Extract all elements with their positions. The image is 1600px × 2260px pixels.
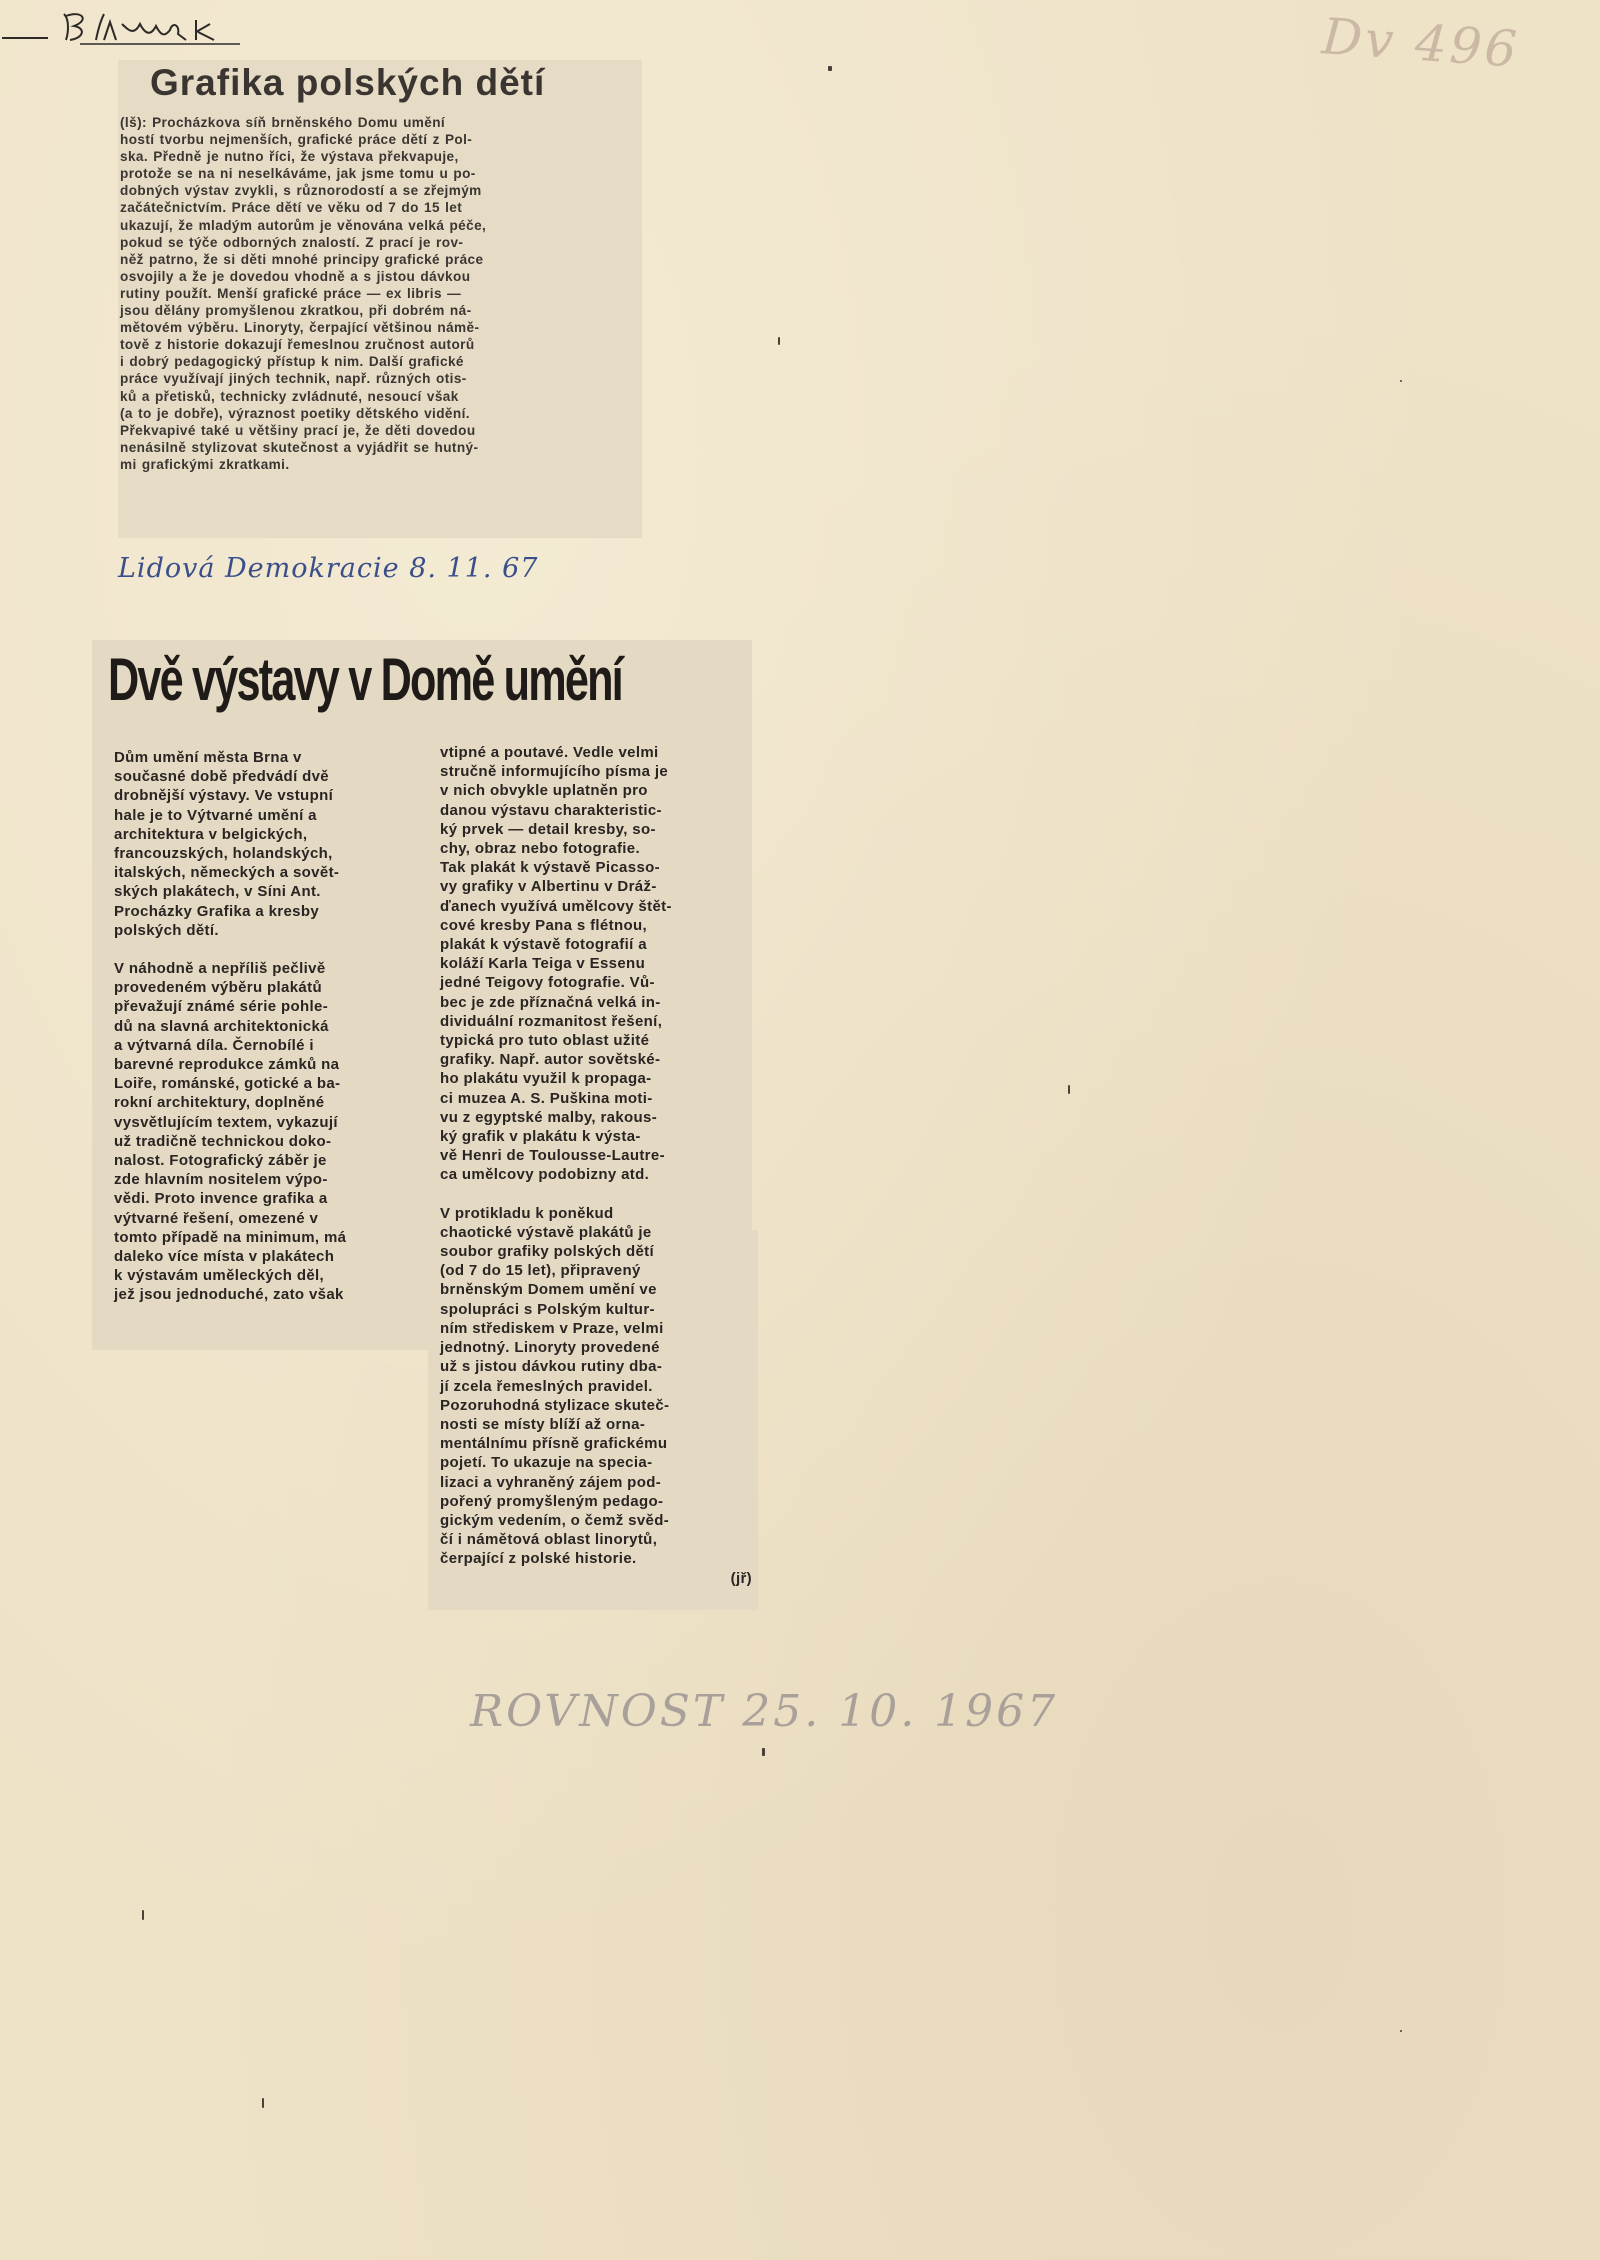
article-2-handwritten-source: ROVNOST 25. 10. 1967: [470, 1686, 1059, 1737]
text-line: už tradičně technickou doko-: [114, 1132, 332, 1150]
text-line: výtvarné řešení, omezené v: [114, 1209, 319, 1227]
text-line: rokní architektury, doplněné: [114, 1094, 325, 1112]
text-line: dů na slavná architektonická: [114, 1017, 329, 1035]
text-line: provedeném výběru plakátů: [114, 979, 322, 997]
text-line: typická pro tuto oblast užité: [440, 1032, 650, 1050]
text-line: vu z egyptské malby, rakous-: [440, 1108, 658, 1126]
text-line: protože se na ni neselkáváme, jak jsme tomu u po-: [120, 166, 476, 182]
text-line: (a to je dobře), výraznost poetiky dětského vidění.: [120, 405, 470, 421]
paper-speck: [142, 1910, 144, 1920]
text-line: drobnější výstavy. Ve vstupní: [114, 787, 334, 805]
paper-speck: [762, 1748, 765, 1756]
archive-catalog-mark: Dv 496: [1320, 7, 1522, 79]
paper-speck: [778, 337, 780, 345]
text-line: soubor grafiky polských dětí: [440, 1243, 655, 1261]
text-line: cové kresby Pana s flétnou,: [440, 916, 648, 934]
text-line: stručně informujícího písma je: [440, 763, 669, 781]
text-line: ký prvek — detail kresby, so-: [440, 820, 656, 838]
text-line: ci muzea A. S. Puškina moti-: [440, 1089, 653, 1107]
text-line: daleko více místa v plakátech: [114, 1248, 335, 1266]
paper-speck: [1068, 1085, 1070, 1094]
text-line: ký grafik v plakátu k výsta-: [440, 1128, 641, 1146]
text-line: mětovém výběru. Linoryty, čerpající většinou námě-: [120, 320, 480, 336]
text-line: koláží Karla Teiga v Essenu: [440, 955, 646, 973]
text-line: nalost. Fotografický záběr je: [114, 1152, 327, 1170]
text-line: a výtvarná díla. Černobílé i: [114, 1036, 314, 1054]
text-line: pokud se týče odborných znalostí. Z prací je rov-: [120, 234, 464, 250]
text-line: vědi. Proto invence grafika a: [114, 1190, 328, 1208]
text-line: vtipné a poutavé. Vedle velmi: [440, 744, 659, 761]
text-line: francouzských, holandských,: [114, 845, 333, 863]
text-line: plakát k výstavě fotografií a: [440, 936, 647, 954]
text-line: ca umělcovy podobizny atd.: [440, 1166, 650, 1184]
text-line: Pozoruhodná stylizace skuteč-: [440, 1396, 670, 1414]
text-line: začátečnictvím. Práce dětí ve věku od 7 do 15 let: [120, 200, 463, 216]
text-line: Procházky Grafika a kresby: [114, 902, 320, 920]
article-2-author-initials: (jř): [730, 1569, 752, 1587]
text-line: mentálnímu přísně grafickému: [440, 1435, 668, 1453]
text-line: čí i námětová oblast linorytů,: [440, 1531, 658, 1549]
text-line: tově z historie dokazují řemeslnou zručnost autorů: [120, 337, 475, 353]
text-line: osvojily a že je dovedou vhodně a s jistou dávkou: [120, 268, 471, 284]
text-line: danou výstavu charakteristic-: [440, 801, 662, 819]
text-line: pojetí. To ukazuje na specia-: [440, 1454, 653, 1472]
text-line: jedné Teigovy fotografie. Vů-: [440, 974, 655, 992]
text-line: lizaci a vyhraněný zájem pod-: [440, 1473, 662, 1491]
text-line: barevné reprodukce zámků na: [114, 1056, 340, 1074]
text-line: ním střediskem v Praze, velmi: [440, 1319, 664, 1337]
text-line: už s jistou dávkou rutiny dba-: [440, 1358, 663, 1376]
text-line: (od 7 do 15 let), připravený: [440, 1262, 641, 1280]
text-line: nosti se místy blíží až orna-: [440, 1415, 646, 1433]
text-line: hostí tvorbu nejmenších, grafické práce dětí z Pol-: [120, 132, 473, 148]
text-line: čerpající z polské historie.: [440, 1550, 637, 1568]
text-line: brněnským Domem umění ve: [440, 1281, 657, 1299]
text-line: vě Henri de Toulousse-Lautre-: [440, 1147, 665, 1165]
article-1-body: [120, 114, 630, 473]
paper-speck: [1400, 380, 1402, 382]
text-line: spolupráci s Polským kultur-: [440, 1300, 655, 1318]
article-1-handwritten-source: Lidová Demokracie 8. 11. 67: [118, 553, 539, 584]
text-line: ských plakátech, v Síni Ant.: [114, 883, 321, 901]
text-line: jí zcela řemeslných pravidel.: [440, 1377, 653, 1395]
text-line: architektura v belgických,: [114, 825, 308, 843]
text-line: Dům umění města Brna v: [114, 749, 302, 766]
text-line: tomto případě na minimum, má: [114, 1228, 347, 1246]
text-line: ska. Předně je nutno říci, že výstava překvapuje,: [120, 149, 459, 165]
article-2-right-column: [440, 743, 752, 1588]
paper-speck: [1400, 2030, 1402, 2032]
paragraph-gap: [114, 940, 420, 959]
text-line: Tak plakát k výstavě Picasso-: [440, 859, 660, 877]
text-line: dobných výstav zvykli, s různorodostí a se zřejmým: [120, 183, 482, 199]
text-line: vysvětlujícím textem, vykazují: [114, 1113, 338, 1131]
text-line: současné době předvádí dvě: [114, 768, 329, 786]
text-line: Překvapivé také u většiny prací je, že děti dovedou: [120, 422, 476, 438]
handwritten-signature: [0, 0, 280, 50]
text-line: ků a přetisků, technicky zvládnuté, nesoucí však: [120, 388, 459, 404]
text-line: V protikladu k poněkud: [440, 1204, 614, 1222]
text-line: převažují známé série pohle-: [114, 998, 329, 1016]
text-line: V náhodně a nepříliš pečlivě: [114, 960, 326, 978]
text-line: rutiny použít. Menší grafické práce — ex libris —: [120, 285, 462, 301]
text-line: bec je zde příznačná velká in-: [440, 993, 661, 1011]
text-line: chaotické výstavě plakátů je: [440, 1223, 652, 1241]
paragraph-gap: [440, 1185, 752, 1204]
text-line: jednotný. Linoryty provedené: [440, 1339, 660, 1357]
text-line: dividuální rozmanitost řešení,: [440, 1012, 663, 1030]
paper-speck: [262, 2098, 264, 2108]
article-1-headline: Grafika polských dětí: [150, 62, 546, 103]
text-line: Loiře, románské, gotické a ba-: [114, 1075, 341, 1093]
text-line: zde hlavním nositelem výpo-: [114, 1171, 328, 1189]
text-line: v nich obvykle uplatněn pro: [440, 782, 648, 800]
text-line: práce využívají jiných technik, např. různých otis-: [120, 371, 467, 387]
text-line: (lš): Procházkova síň brněnského Domu umění: [120, 115, 446, 130]
text-line: ukazují, že mladým autorům je věnována velká péče,: [120, 217, 487, 233]
text-line: pořený promyšleným pedago-: [440, 1492, 664, 1510]
article-2-headline: Dvě výstavy v Domě umění: [108, 646, 622, 713]
text-line: něž patrno, že si děti mnohé principy grafické práce: [120, 251, 484, 267]
text-line: nenásilně stylizovat skutečnost a vyjádřit se hutný-: [120, 439, 479, 455]
text-line: vy grafiky v Albertinu v Dráž-: [440, 878, 657, 896]
article-2-left-column: [114, 748, 420, 1305]
text-line: hale je to Výtvarné umění a: [114, 806, 317, 824]
text-line: polských dětí.: [114, 921, 219, 939]
text-line: k výstavám uměleckých děl,: [114, 1267, 325, 1285]
text-line: mi grafickými zkratkami.: [120, 456, 290, 472]
paper-speck: [828, 66, 832, 71]
text-line: i dobrý pedagogický přístup k nim. Další grafické: [120, 354, 464, 370]
text-line: jsou dělány promyšlenou zkratkou, při dobrém ná-: [120, 303, 472, 319]
text-line: gickým vedením, o čemž svěd-: [440, 1511, 670, 1529]
text-line: grafiky. Např. autor sovětské-: [440, 1051, 661, 1069]
text-line: jež jsou jednoduché, zato však: [114, 1286, 344, 1304]
text-line: ho plakátu využil k propaga-: [440, 1070, 652, 1088]
text-line: italských, německých a sovět-: [114, 864, 340, 882]
text-line: ďanech využívá umělcovy štět-: [440, 897, 672, 915]
text-line: chy, obraz nebo fotografie.: [440, 840, 641, 858]
